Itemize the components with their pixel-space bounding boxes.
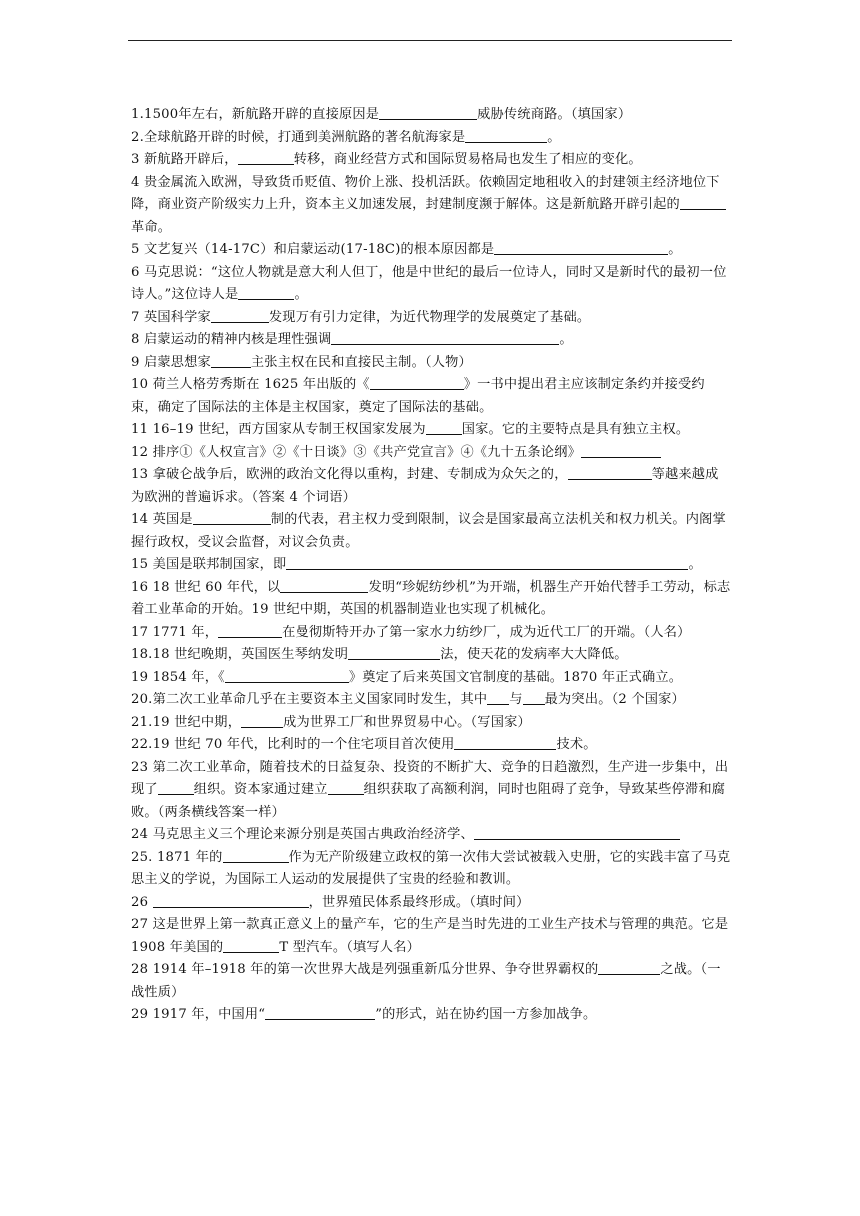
question-q2 [131,127,731,150]
question-text: 3 新航路开辟后， [131,152,238,167]
question-text: 发明“珍妮纺纱机”为开端，机器生产开始代替手工劳动，标志着工业革命的开始。19 世纪中期，英国的机器制造业也实现了机械化。 [131,579,731,617]
question-text: 19 1854 年，《 [131,669,225,685]
question-text: 16 18 世纪 60 年代，以 [131,579,281,595]
answer-blank[interactable] [379,104,477,120]
question-text: 2.全球航路开辟的时候，打通到美洲航路的著名航海家是 [131,129,466,145]
question-q15 [131,554,731,577]
question-text: 29 1917 年，中国用“ [131,1007,266,1022]
answer-blank[interactable] [474,824,680,840]
answer-blank[interactable] [211,352,251,368]
question-text: 发现万有引力定律，为近代物理学的发展奠定了基础。 [268,309,591,325]
answer-blank[interactable] [265,1004,375,1020]
answer-blank[interactable] [426,419,462,435]
question-text: 1.1500年左右，新航路开辟的直接原因是 [131,107,380,122]
question-text: 在曼彻斯特开办了第一家水力纺纱厂，成为近代工厂的开端。（人名） [282,624,691,640]
question-text: 与 [509,692,523,707]
answer-blank[interactable] [193,509,271,525]
answer-blank[interactable] [238,149,294,165]
answer-blank[interactable] [331,329,559,345]
question-text: ，世界殖民体系最终形成。（填时间） [308,894,530,910]
question-text: 4 贵金属流入欧洲，导致货币贬值、物价上涨、投机活跃。依赖固定地租收入的封建领主经济地位下降，商业资产阶级实力上升，资本主义加速发展，封建制度濒于解体。这是新航路开辟引起的 [131,174,720,212]
question-q17 [131,622,731,645]
question-text: 27 这是世界上第一款真正意义上的量产车，它的生产是当时先进的工业生产技术与管理的典范。它是 1908 年美国的 [131,917,729,955]
answer-blank[interactable] [280,577,368,593]
question-list [131,104,731,1027]
question-q22 [131,734,731,757]
question-text: 28 1914 年–1918 年的第一次世界大战是列强重新瓜分世界、争夺世界霸权的 [131,962,599,977]
question-text: 5 文艺复兴（14-17C）和启蒙运动(17-18C)的根本原因都是 [131,242,495,257]
question-q27 [131,914,731,959]
question-q7 [131,307,731,330]
answer-blank[interactable] [348,644,440,660]
question-text: 制的代表，君主权力受到限制，议会是国家最高立法机关和权力机关。内阁掌握行政权，受议会监督，对议会负责。 [131,512,726,550]
answer-blank[interactable] [523,689,545,705]
question-q12 [131,442,731,465]
answer-blank[interactable] [568,464,652,480]
question-text: 18.18 世纪晚期，英国医生琴纳发明 [131,647,349,662]
question-q28 [131,959,731,1004]
question-q11 [131,419,731,442]
question-q3 [131,149,731,172]
answer-blank[interactable] [223,937,279,953]
answer-blank[interactable] [153,892,309,908]
question-text: 之战。（一战性质） [131,962,721,1000]
question-q26 [131,892,731,915]
question-text: 22.19 世纪 70 年代，比利时的一个住宅项目首次使用 [131,737,455,752]
question-text: 。 [688,557,702,572]
question-text: 》奠定了后来英国文官制度的基础。1870 年正式确立。 [348,669,683,685]
question-text: 17 1771 年， [131,624,219,640]
question-q14 [131,509,731,554]
answer-blank[interactable] [158,779,194,795]
question-q5 [131,239,731,262]
question-text: 等越来越成为欧洲的普遍诉求。（答案 4 个词语） [131,467,719,505]
answer-blank[interactable] [465,127,547,143]
question-q10 [131,374,731,419]
question-text: 15 美国是联邦制国家，即 [131,557,287,572]
question-text: 12 排序①《人权宣言》②《十日谈》③《共产党宣言》④《九十五条论纲》 [131,444,581,460]
question-text: 最为突出。（2 个国家） [544,692,685,707]
question-text: 10 荷兰人格劳秀斯在 1625 年出版的《 [131,377,370,392]
question-text: 转移，商业经营方式和国际贸易格局也发生了相应的变化。 [293,152,642,167]
question-text: 9 启蒙思想家 [131,354,211,370]
question-text: 作为无产阶级建立政权的第一次伟大尝试被载入史册，它的实践丰富了马克思主义的学说，为国际工人运动的发展提供了宝贵的经验和教训。 [131,849,731,887]
question-text: 11 16–19 世纪，西方国家从专制王权国家发展为 [131,422,426,437]
question-q20 [131,689,731,712]
question-text: 。 [668,242,682,257]
question-text: 7 英国科学家 [131,309,211,325]
question-text: 法，使天花的发病率大大降低。 [440,647,628,662]
question-text: 威胁传统商路。（填国家） [477,107,632,122]
answer-blank[interactable] [225,667,349,683]
answer-blank[interactable] [598,959,660,975]
question-q6 [131,262,731,307]
answer-blank[interactable] [218,622,282,638]
question-text: 20.第二次工业革命几乎在主要资本主义国家同时发生，其中 [131,692,488,707]
answer-blank[interactable] [211,307,269,323]
question-q25 [131,847,731,892]
answer-blank[interactable] [680,194,726,210]
question-text: 组织。资本家通过建立 [193,782,328,797]
question-q21 [131,712,731,735]
answer-blank[interactable] [370,374,464,390]
answer-blank[interactable] [223,847,289,863]
question-text: 。 [559,332,573,347]
question-text: 23 第二次工业革命，随着技术的日益复杂、投资的不断扩大、竞争的日趋激烈，生产进一步集中，出现了 [131,759,729,797]
question-text: 革命。 [131,219,172,235]
answer-blank[interactable] [241,712,283,728]
question-text: 国家。它的主要特点是具有独立主权。 [461,422,690,437]
answer-blank[interactable] [581,442,661,458]
question-text: 26 [131,894,153,910]
question-text: ”的形式，站在协约国一方参加战争。 [375,1007,597,1022]
question-text: 主张主权在民和直接民主制。（人物） [250,354,472,370]
answer-blank[interactable] [494,239,668,255]
answer-blank[interactable] [286,554,688,570]
question-text: 14 英国是 [131,512,193,527]
question-q16 [131,577,731,622]
header-rule [128,40,732,41]
question-text: T 型汽车。（填写人名） [279,939,420,955]
question-text: 组织获取了高额利润，同时也阻碍了竞争，导致某些停滞和腐败。（两条横线答案一样） [131,782,726,820]
answer-blank[interactable] [238,284,294,300]
answer-blank[interactable] [487,689,509,705]
question-q18 [131,644,731,667]
question-q9 [131,352,731,375]
question-text: 技术。 [556,737,597,752]
question-q8 [131,329,731,352]
question-text: 成为世界工厂和世界贸易中心。（写国家） [283,714,531,730]
question-q19 [131,667,731,690]
question-text: 24 马克思主义三个理论来源分别是英国古典政治经济学、 [131,827,474,842]
question-q13 [131,464,731,509]
question-text: 。 [547,129,561,145]
question-text: 》一书中提出君主应该制定条约并接受约束，确定了国际法的主体是主权国家，奠定了国际法的基础。 [131,377,705,415]
question-text: 。 [294,287,308,302]
question-text: 25. 1871 年的 [131,849,223,865]
question-text: 8 启蒙运动的精神内核是理性强调 [131,332,332,347]
question-q29 [131,1004,731,1027]
answer-blank[interactable] [454,734,556,750]
question-q1 [131,104,731,127]
question-q24 [131,824,731,847]
answer-blank[interactable] [328,779,364,795]
question-text: 6 马克思说：“这位人物就是意大利人但丁，他是中世纪的最后一位诗人，同时又是新时代的最初一位诗人。”这位诗人是 [131,264,727,302]
question-q4 [131,172,731,240]
question-text: 21.19 世纪中期， [131,714,242,730]
question-q23 [131,757,731,825]
question-text: 13 拿破仑战争后，欧洲的政治文化得以重构，封建、专制成为众矢之的， [131,467,568,482]
